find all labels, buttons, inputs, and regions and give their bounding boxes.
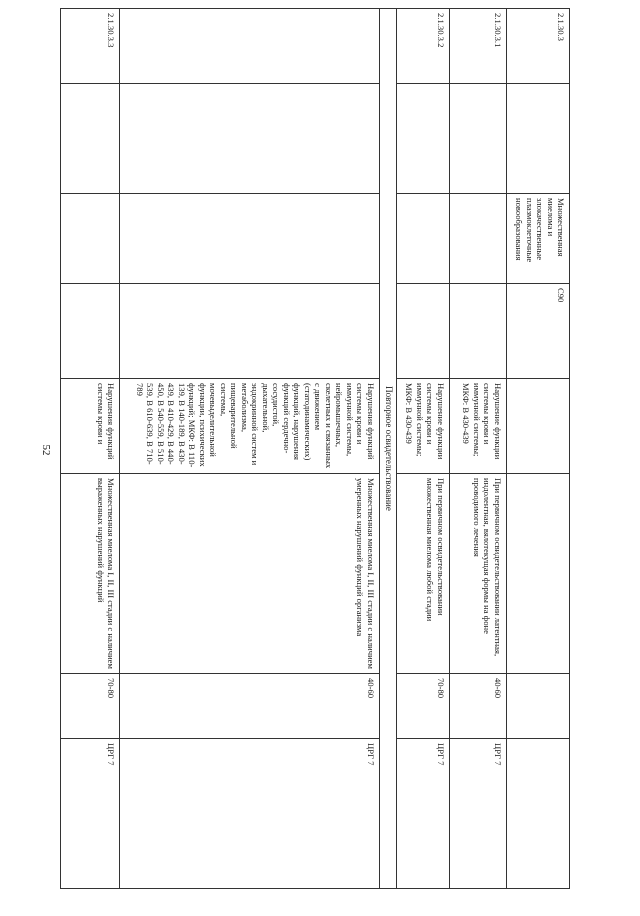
table-row (61, 9, 120, 889)
row-empty-cell (506, 84, 569, 194)
row-code (120, 9, 380, 84)
row-description: При первичном освидетельствовании латентная, индолентная, вялотекущая формы на фоне проводимого лечения (449, 474, 506, 674)
row-group: ЦРГ 7 (120, 739, 380, 889)
table-row (120, 9, 380, 889)
row-description (506, 474, 569, 674)
row-description: Множественная миелома I, II, III стадии с наличием выраженных нарушений функций (61, 474, 120, 674)
row-group: ЦРГ 7 (449, 739, 506, 889)
row-percent: 40-60 (120, 674, 380, 739)
row-empty-cell (449, 84, 506, 194)
page-number: 52 (40, 444, 52, 456)
rotated-table-wrapper (60, 8, 570, 888)
row-disorders: Нарушение функции системы крови и иммунной системы; МКФ: В 430-439 (449, 379, 506, 474)
row-icd-code (61, 284, 120, 379)
row-empty-cell (396, 84, 449, 194)
section-row (379, 9, 396, 889)
table-row (396, 9, 449, 889)
row-disease-name (396, 194, 449, 284)
row-icd-code (449, 284, 506, 379)
row-description: Множественная миелома I, II, III стадии с наличием умеренных нарушений функций организма (120, 474, 380, 674)
row-percent: 70-80 (396, 674, 449, 739)
row-code: 2.1.30.3.2 (396, 9, 449, 84)
row-icd-code: C90 (506, 284, 569, 379)
row-empty-cell (61, 84, 120, 194)
disability-criteria-table (60, 8, 570, 889)
row-group (506, 739, 569, 889)
row-disorders (506, 379, 569, 474)
table-row (506, 9, 569, 889)
table-row (449, 9, 506, 889)
row-description: При первичном освидетельствовании множественная миелома любой стадии (396, 474, 449, 674)
row-code: 2.1.30.3.3 (61, 9, 120, 84)
row-icd-code (120, 284, 380, 379)
row-disease-name (449, 194, 506, 284)
row-percent: 70-80 (61, 674, 120, 739)
row-group: ЦРГ 7 (61, 739, 120, 889)
row-code: 2.1.30.3 (506, 9, 569, 84)
row-disorders: Нарушение функции системы крови и иммунной системы; МКФ: В 430-439 (396, 379, 449, 474)
row-disorders: Нарушения функций системы крови и иммунной системы, нейромышечных, скелетных и связанных с движением (статодинамических) функций, нарушения функций сердечно-сосудистой, дыхательной, эндокринной систем и метаболизма, пищеварительной системы, мочевыделительной функции, психических функций; МКФ: В 110-139, В 140-189, В 430-439, В 410-429, В 440-450, В 540-559, В 510-539, В 610-639, В 710-789 (120, 379, 380, 474)
row-code: 2.1.30.3.1 (449, 9, 506, 84)
row-group: ЦРГ 7 (396, 739, 449, 889)
row-disease-name: Множественная миелома и злокачественные плазмоклеточные новообразования (506, 194, 569, 284)
row-percent (506, 674, 569, 739)
row-percent: 40-60 (449, 674, 506, 739)
row-icd-code (396, 284, 449, 379)
row-disorders: Нарушения функций системы крови и (61, 379, 120, 474)
row-disease-name (120, 194, 380, 284)
section-heading: Повторное освидетельствование (379, 9, 396, 889)
row-disease-name (61, 194, 120, 284)
row-empty-cell (120, 84, 380, 194)
